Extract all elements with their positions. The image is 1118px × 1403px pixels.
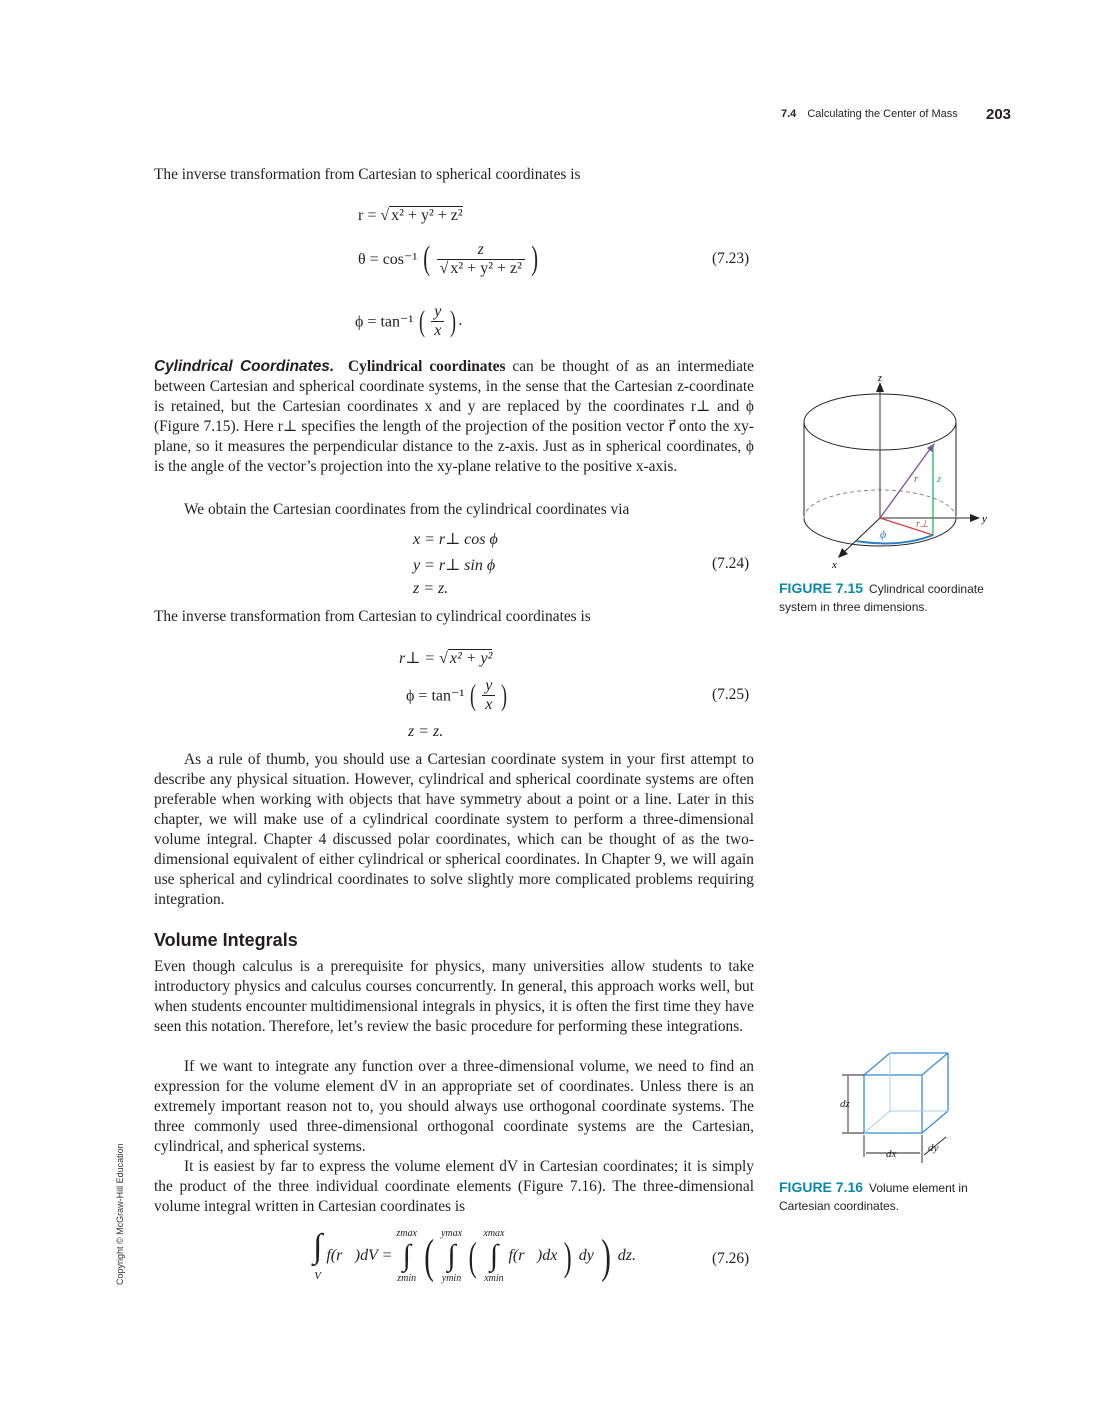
figure-7-15-caption: FIGURE 7.15 Cylindrical coordinate system in three dimensions. (779, 580, 984, 614)
figure-7-15-cylinder-diagram (790, 370, 1000, 570)
eq-7-25-line3: z = z. (408, 723, 444, 740)
svg-text:z: z (937, 473, 942, 485)
svg-text:r⊥: r⊥ (916, 519, 929, 530)
figure-7-15-label: FIGURE 7.15 (779, 580, 864, 596)
eq-7-25-line1: r⊥ = √ x² + y² (399, 650, 493, 667)
section-heading-volume-integrals: Volume Integrals (154, 930, 298, 950)
inverse-cylindrical-text: The inverse transformation from Cartesian to cylindrical coordinates is (154, 608, 591, 625)
volume-integrals-p2: If we want to integrate any function over a three-dimensional volume, we need to find an expression for the volume element dV in an appropriate set of coordinates. Unless there is an extremely important reason not to, you should always use orthogonal coordinate systems. The three commonly used three-dimensional orthogonal coordinate systems are the Cartesian, cylindrical, and spherical systems. (154, 1058, 754, 1155)
axis-z-label: z (878, 373, 882, 384)
eq-number-7-23: (7.23) (712, 250, 750, 267)
figure-7-16-label: FIGURE 7.16 (779, 1179, 864, 1195)
eq-7-23-line1: r = √ x² + y² + z² (358, 207, 463, 224)
runin-heading: Cylindrical Coordinates. (154, 358, 335, 375)
eq-number-7-25: (7.25) (712, 686, 750, 703)
svg-text:x: x (832, 559, 837, 570)
eq-7-23-line3: ϕ = tan⁻¹ ( $\frac{y}{x}$ ) . (355, 303, 463, 339)
figure-7-16-cube-diagram (830, 1045, 960, 1165)
svg-text:r⃗: r⃗ (914, 473, 927, 485)
svg-text:dz: dz (840, 1098, 850, 1110)
volume-integrals-p1: Even though calculus is a prerequisite for physics, many universities allow students to take introductory physics and calculus courses concurrently. In general, this approach works well, but when students encounter multidimensional integrals in physics, it is often the first time they have seen this notation. Therefore, let’s review the basic procedure for performing these integrations. (154, 958, 754, 1035)
eq-number-7-24: (7.24) (712, 555, 750, 572)
svg-text:ϕ: ϕ (880, 527, 887, 541)
svg-text:dx: dx (886, 1148, 897, 1160)
running-head (781, 108, 958, 120)
eq-7-26: ∫ V f(r⃗)dV = zmax ∫ zmin ( ymax ∫ ymin ( xmax ∫ xmin f(r⃗)dx ) dy ) dz. (313, 1228, 637, 1284)
intro-text: The inverse transformation from Cartesian to spherical coordinates is (154, 166, 581, 183)
eq-7-24-line2: y = r⊥ sin ϕ (413, 557, 496, 574)
svg-text:dy: dy (928, 1142, 939, 1154)
volume-integrals-p3: It is easiest by far to express the volume element dV in Cartesian coordinates; it is simply the product of the three individual coordinate elements (Figure 7.16). The three-dimensional volume integral written in Cartesian coordinates is (154, 1158, 754, 1215)
key-term: Cylindrical coordinates (348, 358, 506, 375)
cylindrical-paragraph: Cylindrical Coordinates. Cylindrical coordinates can be thought of as an intermediate between Cartesian and spherical coordinate systems, in the sense that the Cartesian z-coordinate is retained, but the Cartesian coordinates x and y are replaced by the coordinates r⊥ and ϕ (Figure 7.15). Here r⊥ specifies the length of the projection of the position vector r⃗ onto the xy-plane, so it measures the perpendicular distance to the z-axis. Just as in spherical coordinates, ϕ is the angle of the vector’s projection into the xy-plane relative to the positive x-axis. (154, 358, 755, 475)
eq-7-24-line3: z = z. (413, 580, 449, 597)
eq-7-25-line2: ϕ = tan⁻¹ ( $\frac{y}{x}$ ) (406, 677, 508, 713)
rule-of-thumb-paragraph: As a rule of thumb, you should use a Cartesian coordinate system in your first attempt to describe any physical situation. However, cylindrical and spherical coordinate systems are often preferable when working with objects that have symmetry about a point or a line. Later in this chapter, we will make use of a cylindrical coordinate system to perform a three-dimensional volume integral. Chapter 4 discussed polar coordinates, which can be thought of as the two-dimensional equivalent of either cylindrical or spherical coordinates. In Chapter 9, we will again use spherical and cylindrical coordinates to solve slightly more complicated problems requiring integration. (154, 751, 754, 908)
svg-text:y: y (982, 513, 987, 525)
section-number: 7.4 (781, 108, 797, 120)
eq-7-24-line1: x = r⊥ cos ϕ (413, 531, 498, 548)
eq-number-7-26: (7.26) (712, 1250, 750, 1267)
page-number: 203 (986, 106, 1012, 123)
figure-7-16-caption: FIGURE 7.16 Volume element in Cartesian coordinates. (779, 1179, 968, 1213)
eq-7-23-line2: θ = cos⁻¹ ( $\frac{z}{\text{√ x² + y² + z²}}$ ) (358, 240, 538, 277)
copyright-notice: Copyright © McGraw-Hill Education (115, 1143, 125, 1285)
section-title: Calculating the Center of Mass (807, 108, 958, 120)
via-text: We obtain the Cartesian coordinates from the cylindrical coordinates via (184, 501, 630, 518)
